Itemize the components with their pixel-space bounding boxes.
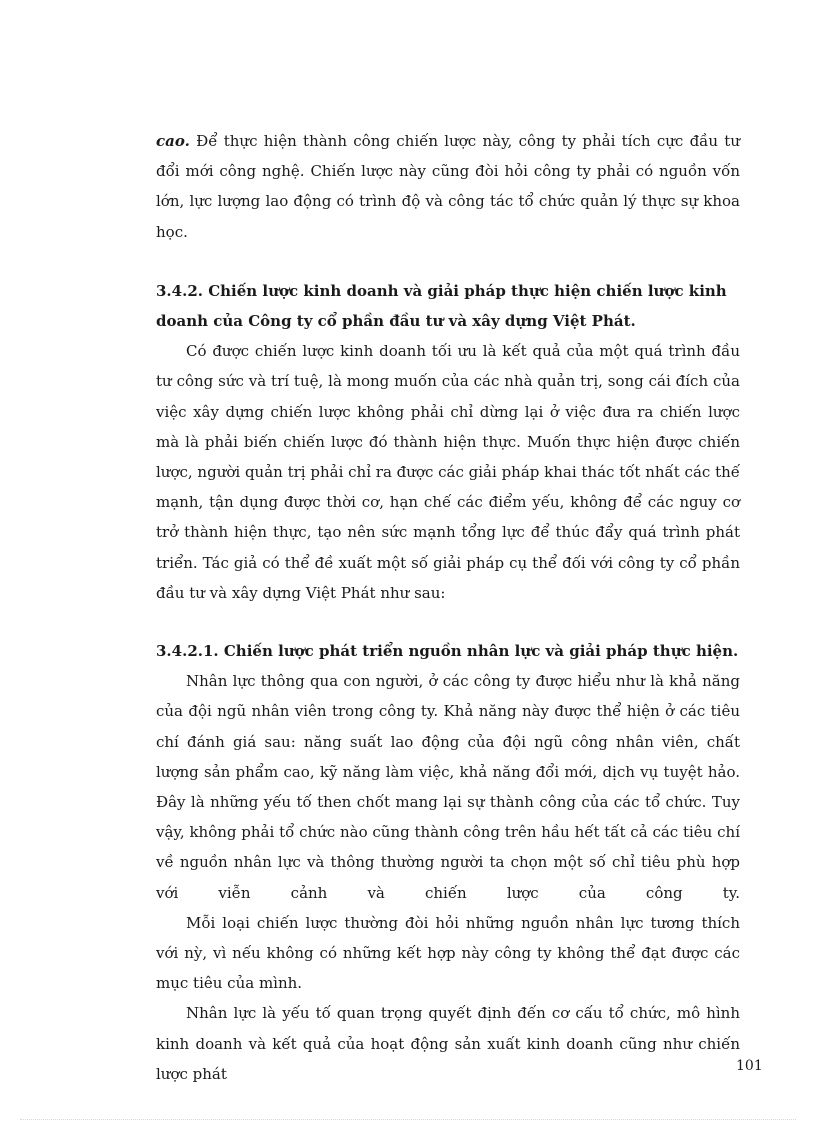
section-paragraph-3-4-2: Có được chiến lược kinh doanh tối ưu là kết quả của một quá trình đầu tư công sức và trí tuệ, là mong muốn của các nhà quản trị, song cái đích của việc xây dựng chiến lược không phải chỉ dừng lại ở việc đưa ra chiến lược mà là phải biến chiến lược đó thành hiện thực. Muốn thực hiện được chiến lược, người quản trị phải chỉ ra được các giải pháp khai thác tốt nhất các thế mạnh, tận dụng được thời cơ, hạn chế các điểm yếu, không để các nguy cơ trở thành hiện thực, tạo nên sức mạnh tổng lực để thúc đẩy quá trình phát triển. Tác giả có thể đề xuất một số giải pháp cụ thể đối với công ty cổ phần đầu tư và xây dựng Việt Phát như sau: bbox=[156, 342, 740, 602]
spacer bbox=[156, 247, 740, 276]
section-heading-3-4-2-1: 3.4.2.1. Chiến lược phát triển nguồn nhân lực và giải pháp thực hiện. bbox=[156, 642, 739, 661]
section-heading-3-4-2: 3.4.2. Chiến lược kinh doanh và giải pháp thực hiện chiến lược kinh doanh của Công ty cổ phần đầu tư và xây dựng Việt Phát. bbox=[156, 281, 727, 331]
intro-paragraph bbox=[156, 126, 740, 247]
page-number: 101 bbox=[736, 1058, 763, 1074]
section-paragraph-3-4-2-1-a: Nhân lực thông qua con người, ở các công ty được hiểu như là khả năng của đội ngũ nhân viên trong công ty. Khả năng này được thể hiện ở các tiêu chí đánh giá sau: năng suất lao động của đội ngũ công nhân viên, chất lượng sản phẩm cao, kỹ năng làm việc, khả năng đổi mới, dịch vụ tuyệt hảo. Đây là những yếu tố then chốt mang lại sự thành công của các tổ chức. Tuy vậy, không phải tổ chức nào cũng thành công trên hầu hết tất cả các tiêu chí về nguồn nhân lực và thông thường người ta chọn một số chỉ tiêu phù hợp với viễn cảnh và chiến lược của công ty. bbox=[156, 672, 740, 902]
intro-lead-word: cao. bbox=[156, 132, 190, 150]
spacer bbox=[156, 608, 740, 636]
section-paragraph-3-4-2-1-b: Mỗi loại chiến lược thường đòi hỏi những nguồn nhân lực tương thích với nỳ, vì nếu không có những kết hợp này công ty không thể đạt được các mục tiêu của mình. bbox=[156, 913, 740, 993]
section-paragraph-3-4-2-1-c: Nhân lực là yếu tố quan trọng quyết định đến cơ cấu tổ chức, mô hình kinh doanh và kết quả của hoạt động sản xuất kinh doanh cũng như chiến lược phát bbox=[156, 1004, 740, 1083]
footer-divider bbox=[20, 1119, 796, 1120]
page-body bbox=[156, 126, 740, 1089]
intro-paragraph-text: Để thực hiện thành công chiến lược này, công ty phải tích cực đầu tư đổi mới công nghệ. Chiến lược này cũng đòi hỏi công ty phải có nguồn vốn lớn, lực lượng lao động có trình độ và công tác tổ chức quản lý thực sự khoa học. bbox=[156, 132, 740, 241]
